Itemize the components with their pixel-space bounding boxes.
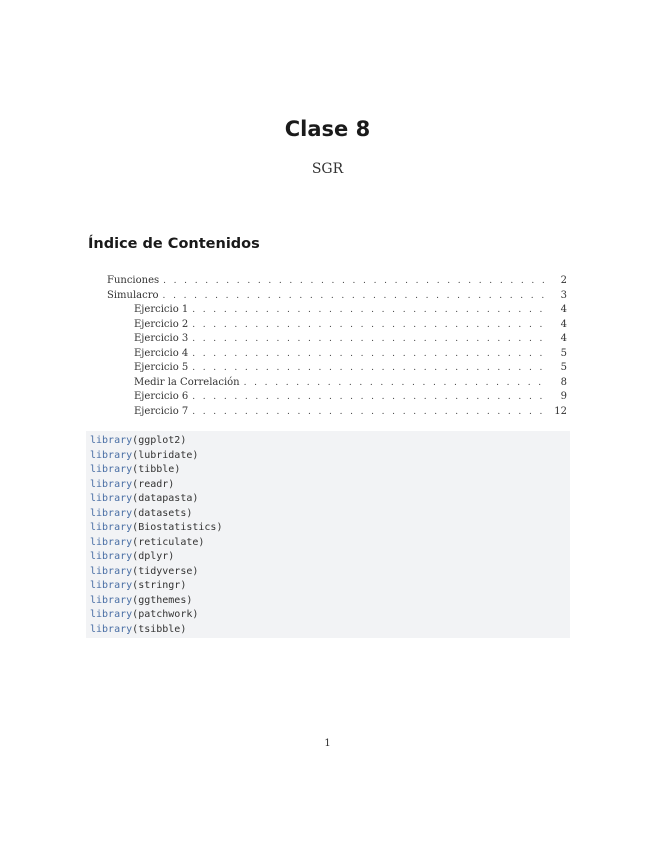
code-package-name: tibble (138, 464, 175, 475)
toc-leader-dots (163, 289, 545, 303)
code-paren-close: ) (180, 435, 187, 446)
code-paren-open: ( (132, 565, 139, 577)
code-paren-close: ) (192, 565, 199, 577)
code-function-name: library (90, 478, 133, 490)
code-line (90, 463, 566, 478)
toc-entry-page: 9 (560, 391, 567, 402)
toc-entry-page: 5 (560, 362, 567, 373)
code-package-name: readr (138, 478, 169, 490)
code-function-name: library (90, 435, 133, 446)
code-function-name: library (90, 449, 133, 461)
toc-entry-page: 3 (560, 289, 567, 301)
toc-entry-label: Ejercicio 6 (134, 391, 189, 402)
document-author: SGR (311, 161, 344, 177)
code-line (90, 608, 566, 623)
toc-entry-page: 4 (560, 304, 567, 315)
toc-entry-label: Ejercicio 5 (134, 362, 189, 373)
code-paren-open: ( (132, 507, 139, 519)
code-function-name: library (90, 623, 133, 635)
code-paren-open: ( (132, 522, 139, 533)
code-paren-open: ( (132, 435, 139, 446)
code-paren-open: ( (132, 609, 139, 620)
code-line (90, 594, 566, 609)
code-line (90, 507, 566, 522)
code-package-name: dplyr (138, 551, 169, 562)
document-title: Clase 8 (284, 117, 371, 141)
toc-entry-label: Ejercicio 7 (134, 405, 189, 417)
toc-entry-label: Ejercicio 1 (134, 304, 189, 315)
toc-entry-label: Simulacro (107, 289, 159, 301)
toc-entry[interactable] (107, 289, 567, 303)
code-paren-open: ( (132, 493, 139, 504)
code-function-name: library (90, 522, 133, 533)
code-function-name: library (90, 493, 133, 504)
code-package-name: tsibble (138, 623, 181, 635)
code-paren-close: ) (168, 551, 175, 562)
toc-entry[interactable] (134, 347, 567, 361)
code-paren-open: ( (132, 551, 139, 562)
code-package-name: datapasta (138, 493, 193, 504)
toc-entry-label: Ejercicio 3 (134, 333, 189, 344)
toc-leader-dots (192, 347, 545, 361)
code-paren-open: ( (132, 623, 139, 635)
toc-leader-dots (192, 390, 545, 404)
code-line (90, 434, 566, 449)
code-paren-close: ) (216, 522, 223, 533)
code-paren-close: ) (192, 493, 199, 504)
code-paren-close: ) (186, 507, 193, 519)
code-function-name: library (90, 580, 133, 591)
toc-entry-page: 4 (560, 333, 567, 344)
toc-entry-label: Ejercicio 4 (134, 347, 189, 359)
toc-entry-label: Medir la Correlación (134, 376, 240, 388)
code-line (90, 521, 566, 536)
toc-entry-label: Ejercicio 2 (134, 318, 189, 330)
code-paren-open: ( (132, 580, 139, 591)
code-package-name: patchwork (138, 609, 193, 620)
code-function-name: library (90, 464, 133, 475)
code-paren-open: ( (132, 594, 139, 606)
code-package-name: ggplot2 (138, 435, 181, 446)
toc-entry[interactable] (134, 405, 567, 419)
code-paren-open: ( (132, 464, 139, 475)
toc-entry-page: 8 (560, 376, 567, 388)
code-paren-close: ) (192, 609, 199, 620)
code-paren-close: ) (186, 594, 193, 606)
code-function-name: library (90, 536, 133, 548)
code-function-name: library (90, 507, 133, 519)
toc-leader-dots (192, 318, 545, 332)
toc-leader-dots (244, 376, 545, 390)
code-line (90, 579, 566, 594)
code-line (90, 492, 566, 507)
toc-entry-page: 2 (560, 275, 567, 286)
code-function-name: library (90, 594, 133, 606)
code-package-name: tidyverse (138, 565, 193, 577)
toc-leader-dots (192, 405, 545, 419)
toc-leader-dots (192, 361, 545, 375)
toc-entry[interactable] (134, 332, 567, 346)
toc-entry[interactable] (134, 361, 567, 375)
toc-entry-page: 4 (560, 318, 567, 330)
toc-leader-dots (192, 332, 545, 346)
toc-entry-page: 5 (560, 347, 567, 359)
toc-heading: Índice de Contenidos (88, 236, 260, 252)
code-paren-close: ) (198, 536, 205, 548)
code-paren-close: ) (174, 464, 181, 475)
code-line (90, 565, 566, 580)
toc-entry-page: 12 (554, 405, 567, 417)
code-package-name: ggthemes (138, 594, 187, 606)
code-line (90, 449, 566, 464)
code-paren-close: ) (180, 623, 187, 635)
code-package-name: lubridate (138, 449, 193, 461)
code-paren-open: ( (132, 449, 139, 461)
toc-entry[interactable] (107, 274, 567, 288)
code-line (90, 623, 566, 638)
toc-leader-dots (163, 274, 545, 288)
code-function-name: library (90, 551, 133, 562)
toc-entry[interactable] (134, 376, 567, 390)
code-package-name: reticulate (138, 536, 199, 548)
code-package-name: stringr (138, 580, 181, 591)
code-function-name: library (90, 609, 133, 620)
toc-leader-dots (192, 303, 545, 317)
code-paren-close: ) (180, 580, 187, 591)
code-line (90, 550, 566, 565)
code-block (86, 431, 570, 638)
code-line (90, 478, 566, 493)
code-paren-close: ) (168, 478, 175, 490)
toc-entry[interactable] (134, 318, 567, 332)
toc-entry[interactable] (134, 303, 567, 317)
code-paren-open: ( (132, 478, 139, 490)
code-package-name: Biostatistics (138, 522, 217, 533)
code-package-name: datasets (138, 507, 187, 519)
code-function-name: library (90, 565, 133, 577)
toc-entry-label: Funciones (107, 275, 160, 286)
code-line (90, 536, 566, 551)
code-paren-close: ) (192, 449, 199, 461)
page-number: 1 (324, 738, 331, 749)
toc-entry[interactable] (134, 390, 567, 404)
code-paren-open: ( (132, 536, 139, 548)
